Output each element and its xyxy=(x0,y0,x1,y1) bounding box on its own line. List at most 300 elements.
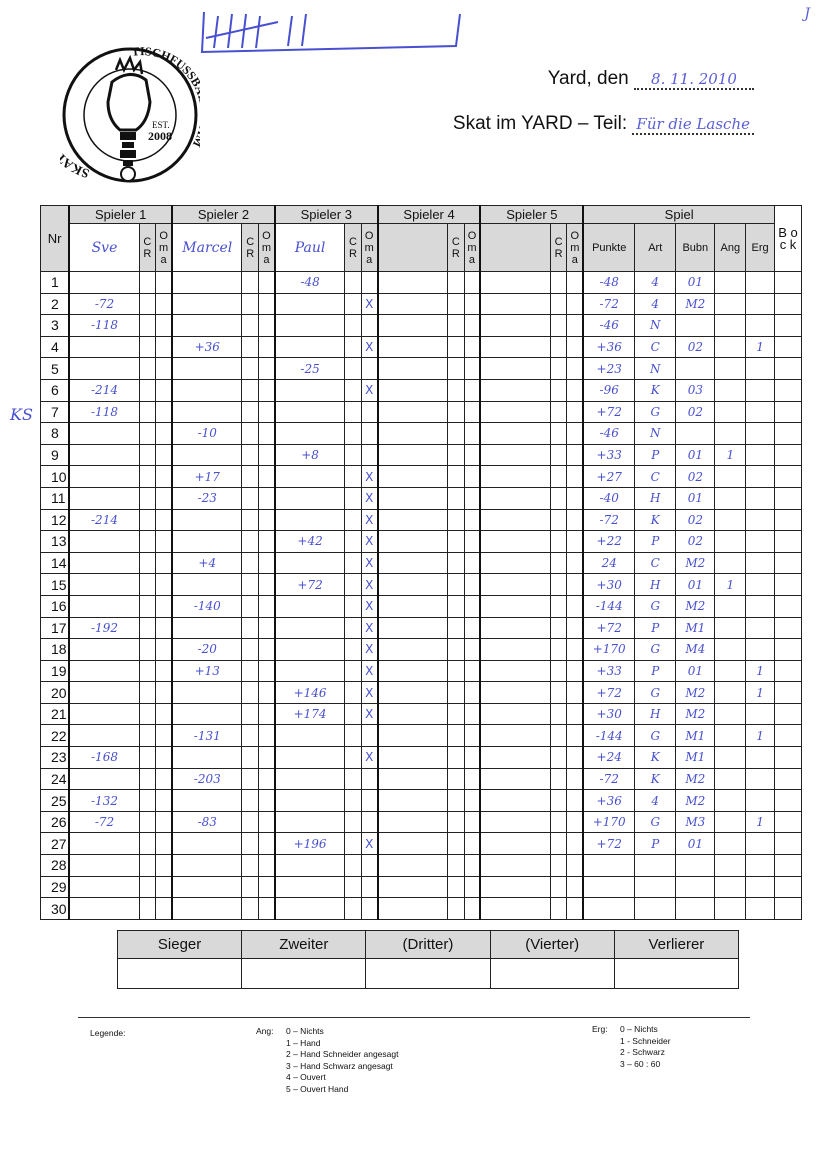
p4-cr[interactable] xyxy=(448,768,464,790)
p2-oma[interactable] xyxy=(258,898,274,920)
p4-cr[interactable] xyxy=(448,552,464,574)
art-cell[interactable]: P xyxy=(635,660,676,682)
p4-cr[interactable] xyxy=(448,595,464,617)
ang-cell[interactable] xyxy=(715,682,746,704)
bock-cell[interactable] xyxy=(775,876,802,898)
p4-points[interactable] xyxy=(378,660,448,682)
p2-points[interactable] xyxy=(172,574,242,596)
p1-points[interactable] xyxy=(69,703,139,725)
p4-oma[interactable] xyxy=(464,466,480,488)
p5-oma[interactable] xyxy=(567,293,583,315)
p4-oma[interactable] xyxy=(464,768,480,790)
bock-cell[interactable] xyxy=(775,444,802,466)
p5-cr[interactable] xyxy=(550,682,566,704)
erg-cell[interactable] xyxy=(746,639,775,661)
p5-cr[interactable] xyxy=(550,466,566,488)
p4-cr[interactable] xyxy=(448,747,464,769)
punkte-cell[interactable]: -48 xyxy=(583,272,634,294)
p5-oma[interactable] xyxy=(567,876,583,898)
bock-cell[interactable] xyxy=(775,703,802,725)
p5-points[interactable] xyxy=(480,293,550,315)
ang-cell[interactable] xyxy=(715,855,746,877)
erg-cell[interactable] xyxy=(746,509,775,531)
p2-points[interactable] xyxy=(172,315,242,337)
p4-oma[interactable] xyxy=(464,703,480,725)
bock-cell[interactable] xyxy=(775,639,802,661)
p3-points[interactable] xyxy=(275,466,345,488)
punkte-cell[interactable]: +36 xyxy=(583,336,634,358)
p2-cr[interactable] xyxy=(242,682,258,704)
bubn-cell[interactable]: M2 xyxy=(676,293,715,315)
p4-cr[interactable] xyxy=(448,358,464,380)
p4-cr[interactable] xyxy=(448,855,464,877)
p3-points[interactable] xyxy=(275,552,345,574)
p5-cr[interactable] xyxy=(550,768,566,790)
punkte-cell[interactable]: +24 xyxy=(583,747,634,769)
erg-cell[interactable] xyxy=(746,768,775,790)
ang-cell[interactable] xyxy=(715,595,746,617)
p5-points[interactable] xyxy=(480,660,550,682)
p5-cr[interactable] xyxy=(550,315,566,337)
p1-oma[interactable] xyxy=(156,617,172,639)
p4-cr[interactable] xyxy=(448,660,464,682)
p1-cr[interactable] xyxy=(139,790,155,812)
p4-oma[interactable] xyxy=(464,725,480,747)
p1-cr[interactable] xyxy=(139,401,155,423)
p3-oma[interactable]: X xyxy=(361,466,377,488)
bubn-cell[interactable]: 02 xyxy=(676,466,715,488)
erg-cell[interactable] xyxy=(746,423,775,445)
p1-oma[interactable] xyxy=(156,790,172,812)
p3-cr[interactable] xyxy=(345,811,361,833)
p3-cr[interactable] xyxy=(345,272,361,294)
art-cell[interactable]: G xyxy=(635,682,676,704)
p1-oma[interactable] xyxy=(156,315,172,337)
p4-points[interactable] xyxy=(378,768,448,790)
p3-cr[interactable] xyxy=(345,336,361,358)
p2-points[interactable]: +4 xyxy=(172,552,242,574)
bubn-cell[interactable]: 02 xyxy=(676,509,715,531)
p5-oma[interactable] xyxy=(567,811,583,833)
p4-points[interactable] xyxy=(378,444,448,466)
p2-oma[interactable] xyxy=(258,595,274,617)
p3-points[interactable] xyxy=(275,336,345,358)
rank-sieger-cell[interactable] xyxy=(118,959,242,989)
p5-cr[interactable] xyxy=(550,898,566,920)
p3-points[interactable]: +8 xyxy=(275,444,345,466)
p4-points[interactable] xyxy=(378,531,448,553)
p4-oma[interactable] xyxy=(464,790,480,812)
p1-oma[interactable] xyxy=(156,574,172,596)
p4-points[interactable] xyxy=(378,682,448,704)
p4-oma[interactable] xyxy=(464,272,480,294)
p1-cr[interactable] xyxy=(139,768,155,790)
p2-cr[interactable] xyxy=(242,811,258,833)
p2-cr[interactable] xyxy=(242,315,258,337)
p3-points[interactable]: -25 xyxy=(275,358,345,380)
p4-cr[interactable] xyxy=(448,876,464,898)
p2-cr[interactable] xyxy=(242,336,258,358)
art-cell[interactable]: P xyxy=(635,617,676,639)
p3-oma[interactable] xyxy=(361,811,377,833)
ang-cell[interactable] xyxy=(715,660,746,682)
p2-cr[interactable] xyxy=(242,574,258,596)
p5-points[interactable] xyxy=(480,725,550,747)
p2-points[interactable] xyxy=(172,747,242,769)
ang-cell[interactable] xyxy=(715,833,746,855)
p2-oma[interactable] xyxy=(258,531,274,553)
erg-cell[interactable] xyxy=(746,444,775,466)
p4-cr[interactable] xyxy=(448,790,464,812)
bock-cell[interactable] xyxy=(775,423,802,445)
p5-cr[interactable] xyxy=(550,358,566,380)
p2-oma[interactable] xyxy=(258,466,274,488)
p1-cr[interactable] xyxy=(139,423,155,445)
p2-oma[interactable] xyxy=(258,315,274,337)
p1-points[interactable] xyxy=(69,660,139,682)
p2-cr[interactable] xyxy=(242,898,258,920)
p3-cr[interactable] xyxy=(345,509,361,531)
p3-cr[interactable] xyxy=(345,444,361,466)
p4-points[interactable] xyxy=(378,272,448,294)
p3-oma[interactable]: X xyxy=(361,682,377,704)
p2-oma[interactable] xyxy=(258,552,274,574)
ang-cell[interactable] xyxy=(715,790,746,812)
p4-cr[interactable] xyxy=(448,487,464,509)
p3-cr[interactable] xyxy=(345,768,361,790)
p1-points[interactable] xyxy=(69,639,139,661)
p1-oma[interactable] xyxy=(156,682,172,704)
p2-points[interactable]: +13 xyxy=(172,660,242,682)
ang-cell[interactable] xyxy=(715,358,746,380)
p1-points[interactable] xyxy=(69,531,139,553)
p3-cr[interactable] xyxy=(345,574,361,596)
erg-cell[interactable] xyxy=(746,379,775,401)
p3-cr[interactable] xyxy=(345,876,361,898)
art-cell[interactable]: H xyxy=(635,703,676,725)
bubn-cell[interactable]: 03 xyxy=(676,379,715,401)
ang-cell[interactable] xyxy=(715,531,746,553)
p2-points[interactable] xyxy=(172,682,242,704)
p5-points[interactable] xyxy=(480,595,550,617)
erg-cell[interactable] xyxy=(746,401,775,423)
p1-oma[interactable] xyxy=(156,401,172,423)
p3-points[interactable] xyxy=(275,811,345,833)
p3-points[interactable]: +146 xyxy=(275,682,345,704)
ang-cell[interactable] xyxy=(715,509,746,531)
p2-cr[interactable] xyxy=(242,639,258,661)
p4-oma[interactable] xyxy=(464,639,480,661)
art-cell[interactable]: G xyxy=(635,725,676,747)
p3-points[interactable] xyxy=(275,725,345,747)
p4-oma[interactable] xyxy=(464,855,480,877)
p3-oma[interactable]: X xyxy=(361,703,377,725)
p5-oma[interactable] xyxy=(567,595,583,617)
p1-points[interactable] xyxy=(69,595,139,617)
p3-cr[interactable] xyxy=(345,531,361,553)
player-4-name[interactable] xyxy=(378,224,448,272)
p4-points[interactable] xyxy=(378,466,448,488)
p5-oma[interactable] xyxy=(567,790,583,812)
p5-oma[interactable] xyxy=(567,703,583,725)
p4-points[interactable] xyxy=(378,790,448,812)
p4-points[interactable] xyxy=(378,336,448,358)
player-2-name[interactable]: Marcel xyxy=(172,224,242,272)
p2-points[interactable]: -10 xyxy=(172,423,242,445)
punkte-cell[interactable]: +170 xyxy=(583,639,634,661)
p1-points[interactable]: -214 xyxy=(69,509,139,531)
p4-oma[interactable] xyxy=(464,315,480,337)
bock-cell[interactable] xyxy=(775,898,802,920)
bubn-cell[interactable]: 01 xyxy=(676,660,715,682)
p3-points[interactable] xyxy=(275,790,345,812)
art-cell[interactable]: G xyxy=(635,401,676,423)
p3-points[interactable]: +174 xyxy=(275,703,345,725)
ang-cell[interactable] xyxy=(715,747,746,769)
p1-cr[interactable] xyxy=(139,509,155,531)
p2-oma[interactable] xyxy=(258,855,274,877)
p1-cr[interactable] xyxy=(139,639,155,661)
p5-cr[interactable] xyxy=(550,487,566,509)
p1-cr[interactable] xyxy=(139,531,155,553)
p3-oma[interactable]: X xyxy=(361,660,377,682)
p2-cr[interactable] xyxy=(242,660,258,682)
ang-cell[interactable] xyxy=(715,617,746,639)
bubn-cell[interactable]: 02 xyxy=(676,401,715,423)
p5-oma[interactable] xyxy=(567,336,583,358)
p2-oma[interactable] xyxy=(258,444,274,466)
p2-cr[interactable] xyxy=(242,855,258,877)
p4-cr[interactable] xyxy=(448,315,464,337)
punkte-cell[interactable]: -46 xyxy=(583,423,634,445)
p1-cr[interactable] xyxy=(139,379,155,401)
p4-points[interactable] xyxy=(378,509,448,531)
ang-cell[interactable] xyxy=(715,898,746,920)
bock-cell[interactable] xyxy=(775,379,802,401)
p3-oma[interactable]: X xyxy=(361,379,377,401)
p5-oma[interactable] xyxy=(567,509,583,531)
punkte-cell[interactable]: +36 xyxy=(583,790,634,812)
punkte-cell[interactable]: -144 xyxy=(583,595,634,617)
art-cell[interactable]: K xyxy=(635,747,676,769)
p5-cr[interactable] xyxy=(550,811,566,833)
p5-oma[interactable] xyxy=(567,574,583,596)
p1-cr[interactable] xyxy=(139,293,155,315)
ang-cell[interactable] xyxy=(715,768,746,790)
p1-oma[interactable] xyxy=(156,725,172,747)
p1-cr[interactable] xyxy=(139,811,155,833)
p5-points[interactable] xyxy=(480,574,550,596)
p2-oma[interactable] xyxy=(258,639,274,661)
p3-cr[interactable] xyxy=(345,315,361,337)
p3-cr[interactable] xyxy=(345,423,361,445)
p2-points[interactable]: -83 xyxy=(172,811,242,833)
p1-cr[interactable] xyxy=(139,336,155,358)
bock-cell[interactable] xyxy=(775,552,802,574)
p2-cr[interactable] xyxy=(242,466,258,488)
p2-points[interactable]: +17 xyxy=(172,466,242,488)
p3-cr[interactable] xyxy=(345,855,361,877)
p3-oma[interactable] xyxy=(361,444,377,466)
p5-oma[interactable] xyxy=(567,401,583,423)
punkte-cell[interactable]: +27 xyxy=(583,466,634,488)
p5-points[interactable] xyxy=(480,552,550,574)
p2-points[interactable] xyxy=(172,617,242,639)
p1-points[interactable]: -214 xyxy=(69,379,139,401)
p4-points[interactable] xyxy=(378,747,448,769)
p3-cr[interactable] xyxy=(345,466,361,488)
p2-oma[interactable] xyxy=(258,336,274,358)
p1-oma[interactable] xyxy=(156,811,172,833)
p1-oma[interactable] xyxy=(156,855,172,877)
p1-oma[interactable] xyxy=(156,660,172,682)
p5-points[interactable] xyxy=(480,768,550,790)
p5-oma[interactable] xyxy=(567,855,583,877)
p3-points[interactable] xyxy=(275,315,345,337)
punkte-cell[interactable]: +170 xyxy=(583,811,634,833)
erg-cell[interactable]: 1 xyxy=(746,660,775,682)
p5-cr[interactable] xyxy=(550,531,566,553)
p1-oma[interactable] xyxy=(156,531,172,553)
p2-points[interactable] xyxy=(172,855,242,877)
p3-oma[interactable] xyxy=(361,272,377,294)
p4-oma[interactable] xyxy=(464,898,480,920)
p2-points[interactable]: +36 xyxy=(172,336,242,358)
p4-oma[interactable] xyxy=(464,552,480,574)
p2-cr[interactable] xyxy=(242,293,258,315)
p1-cr[interactable] xyxy=(139,574,155,596)
p2-oma[interactable] xyxy=(258,293,274,315)
p3-oma[interactable] xyxy=(361,315,377,337)
p5-cr[interactable] xyxy=(550,595,566,617)
p3-cr[interactable] xyxy=(345,725,361,747)
erg-cell[interactable] xyxy=(746,272,775,294)
p5-oma[interactable] xyxy=(567,898,583,920)
punkte-cell[interactable]: +72 xyxy=(583,682,634,704)
bubn-cell[interactable]: M3 xyxy=(676,811,715,833)
p2-cr[interactable] xyxy=(242,444,258,466)
p2-oma[interactable] xyxy=(258,703,274,725)
p2-oma[interactable] xyxy=(258,574,274,596)
p3-oma[interactable]: X xyxy=(361,487,377,509)
p3-cr[interactable] xyxy=(345,401,361,423)
bock-cell[interactable] xyxy=(775,272,802,294)
p5-oma[interactable] xyxy=(567,660,583,682)
p5-points[interactable] xyxy=(480,401,550,423)
erg-cell[interactable] xyxy=(746,617,775,639)
p1-cr[interactable] xyxy=(139,703,155,725)
p1-points[interactable] xyxy=(69,358,139,380)
art-cell[interactable] xyxy=(635,898,676,920)
p2-cr[interactable] xyxy=(242,509,258,531)
p5-cr[interactable] xyxy=(550,379,566,401)
p3-points[interactable] xyxy=(275,855,345,877)
bock-cell[interactable] xyxy=(775,293,802,315)
p5-points[interactable] xyxy=(480,531,550,553)
p2-cr[interactable] xyxy=(242,531,258,553)
p5-points[interactable] xyxy=(480,272,550,294)
p2-oma[interactable] xyxy=(258,747,274,769)
p4-cr[interactable] xyxy=(448,272,464,294)
p3-points[interactable] xyxy=(275,509,345,531)
p4-cr[interactable] xyxy=(448,293,464,315)
p3-oma[interactable] xyxy=(361,725,377,747)
ang-cell[interactable] xyxy=(715,487,746,509)
p2-oma[interactable] xyxy=(258,272,274,294)
p1-cr[interactable] xyxy=(139,466,155,488)
p2-oma[interactable] xyxy=(258,790,274,812)
p2-points[interactable] xyxy=(172,531,242,553)
p5-oma[interactable] xyxy=(567,423,583,445)
p4-points[interactable] xyxy=(378,703,448,725)
rank-zweiter-cell[interactable] xyxy=(242,959,366,989)
p1-cr[interactable] xyxy=(139,898,155,920)
bubn-cell[interactable] xyxy=(676,898,715,920)
p2-points[interactable] xyxy=(172,272,242,294)
p5-oma[interactable] xyxy=(567,682,583,704)
erg-cell[interactable] xyxy=(746,876,775,898)
bubn-cell[interactable]: M2 xyxy=(676,595,715,617)
punkte-cell[interactable]: -96 xyxy=(583,379,634,401)
p2-oma[interactable] xyxy=(258,509,274,531)
p4-points[interactable] xyxy=(378,811,448,833)
bubn-cell[interactable]: M2 xyxy=(676,552,715,574)
p3-points[interactable] xyxy=(275,595,345,617)
p2-points[interactable]: -131 xyxy=(172,725,242,747)
p2-oma[interactable] xyxy=(258,660,274,682)
p4-points[interactable] xyxy=(378,552,448,574)
erg-cell[interactable] xyxy=(746,358,775,380)
p5-cr[interactable] xyxy=(550,639,566,661)
p1-oma[interactable] xyxy=(156,747,172,769)
rank-verlierer-cell[interactable] xyxy=(614,959,738,989)
bock-cell[interactable] xyxy=(775,747,802,769)
ang-cell[interactable] xyxy=(715,552,746,574)
p3-oma[interactable]: X xyxy=(361,336,377,358)
p5-points[interactable] xyxy=(480,444,550,466)
p2-oma[interactable] xyxy=(258,682,274,704)
p1-cr[interactable] xyxy=(139,833,155,855)
erg-cell[interactable] xyxy=(746,790,775,812)
bock-cell[interactable] xyxy=(775,617,802,639)
bubn-cell[interactable]: M1 xyxy=(676,617,715,639)
bock-cell[interactable] xyxy=(775,833,802,855)
art-cell[interactable]: C xyxy=(635,466,676,488)
p1-points[interactable] xyxy=(69,423,139,445)
bubn-cell[interactable]: 01 xyxy=(676,833,715,855)
p1-cr[interactable] xyxy=(139,358,155,380)
p3-points[interactable] xyxy=(275,423,345,445)
punkte-cell[interactable]: +30 xyxy=(583,703,634,725)
p2-points[interactable]: -203 xyxy=(172,768,242,790)
p4-points[interactable] xyxy=(378,876,448,898)
p4-oma[interactable] xyxy=(464,423,480,445)
date-value[interactable]: 8. 11. 2010 xyxy=(634,70,754,90)
p4-points[interactable] xyxy=(378,725,448,747)
p1-points[interactable]: -118 xyxy=(69,401,139,423)
p3-cr[interactable] xyxy=(345,595,361,617)
p2-cr[interactable] xyxy=(242,552,258,574)
p1-points[interactable] xyxy=(69,833,139,855)
p5-points[interactable] xyxy=(480,336,550,358)
p3-points[interactable] xyxy=(275,487,345,509)
art-cell[interactable]: H xyxy=(635,574,676,596)
p4-points[interactable] xyxy=(378,855,448,877)
p5-points[interactable] xyxy=(480,833,550,855)
p1-points[interactable] xyxy=(69,855,139,877)
p3-cr[interactable] xyxy=(345,682,361,704)
punkte-cell[interactable]: +22 xyxy=(583,531,634,553)
